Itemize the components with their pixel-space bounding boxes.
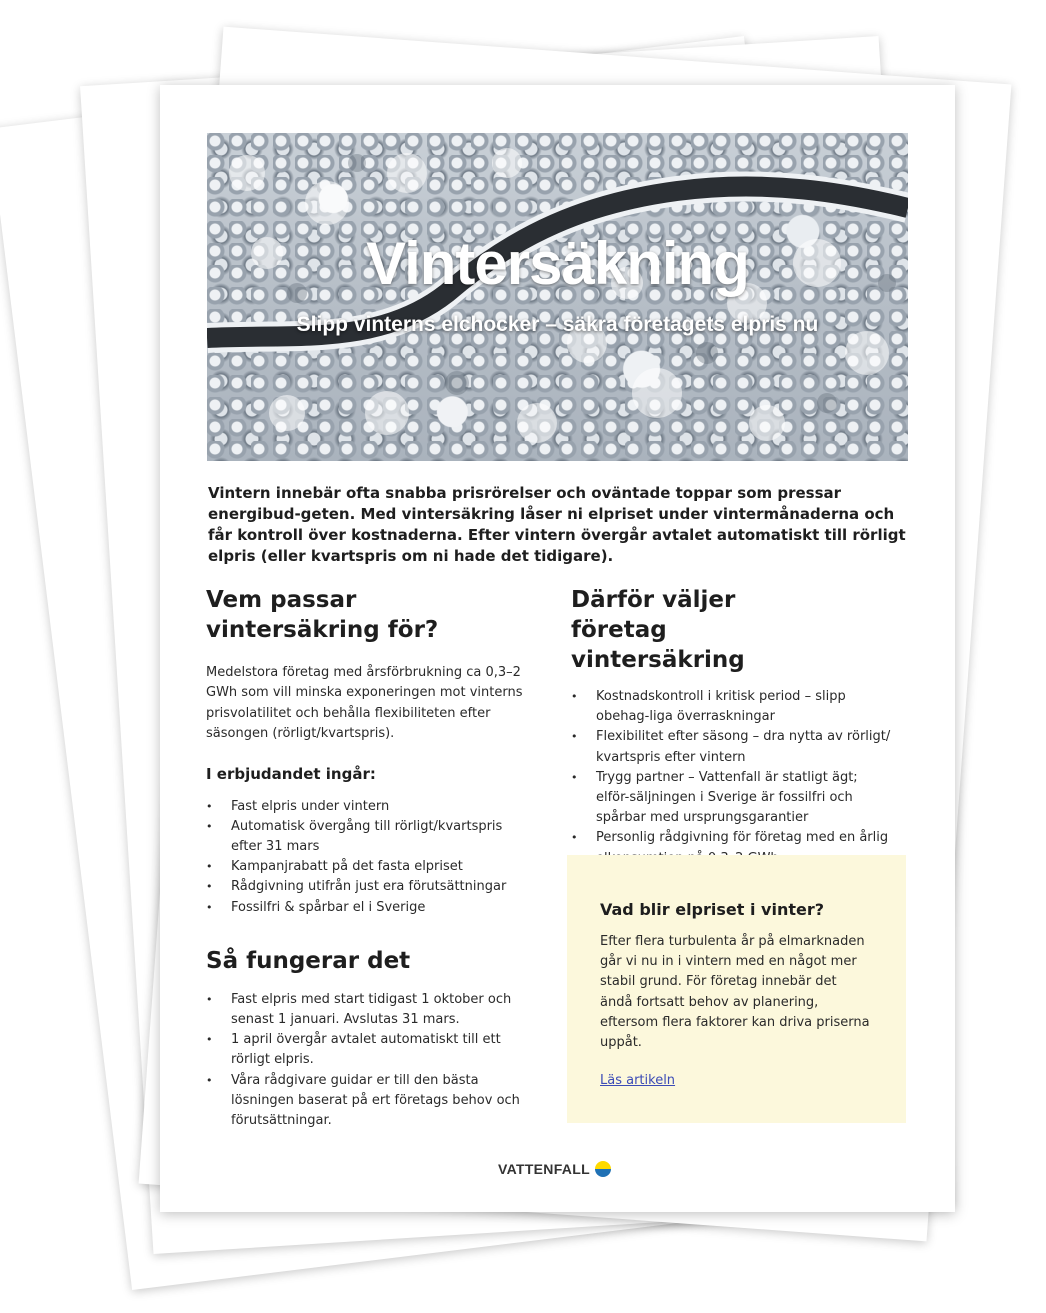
hero-banner xyxy=(207,133,908,461)
logo-wordmark: VATTENFALL xyxy=(498,1161,590,1177)
list-item: • Fast elpris under vintern xyxy=(206,797,536,817)
list-item: • Trygg partner – Vattenfall är statligt ägt; elför-säljningen i Sverige är fossilfri och spårbar med ursprungsgarantier xyxy=(571,768,893,829)
list-item: • Rådgivning utifrån just era förutsättningar xyxy=(206,877,536,897)
list-item: • Personlig rådgivning för företag med en årlig xyxy=(571,828,893,868)
list-item: • Kampanjrabatt på det fasta elpriset xyxy=(206,857,536,877)
list-item: • Fossilfri & spårbar el i Sverige xyxy=(206,898,536,918)
offer-subheading: I erbjudandet ingår: xyxy=(206,764,376,783)
section-heading-target: Vem passar vintersäkring för? xyxy=(206,587,439,643)
target-paragraph: Medelstora företag med årsförbrukning ca 0,3–2 GWh som vill minska exponeringen mot vinterns prisvolatilitet och behålla flexibiliteten efter säsongen (rörligt/kvartspris). xyxy=(206,665,523,742)
hero-title: Vintersäkning xyxy=(366,230,749,297)
flyer-page xyxy=(160,85,955,1212)
info-box-body: Efter flera turbulenta år på elmarknaden går vi nu in i vintern med en något mer stabil grund. För företag innebär det ändå fortsatt behov av planering, eftersom flera faktorer kan driva priserna uppåt. xyxy=(600,934,870,1051)
list-item: • Kostnadskontroll i kritisk period – slipp obehag-liga överraskningar xyxy=(571,687,893,727)
right-column xyxy=(571,585,906,869)
logo-circle-icon xyxy=(594,1160,612,1178)
list-item: • Fast elpris med start tidigast 1 oktober och senast 1 januari. Avslutas 31 mars. xyxy=(206,990,536,1030)
offer-list xyxy=(206,797,536,918)
section-heading-why: Därför väljer företag vintersäkring xyxy=(571,587,745,673)
info-box xyxy=(567,855,906,1123)
intro-paragraph: Vintern innebär ofta snabba prisrörelser och oväntade toppar som pressar energibud-geten. Med vintersäkring låser ni elpriset under vintermånaderna och får kontroll över kostnaderna. Efter vintern övergår avtalet automatiskt till rörligt elpris (eller kvartspris om ni hade det tidigare). xyxy=(208,484,906,565)
list-item: • Flexibilitet efter säsong – dra nytta av rörligt/ kvartspris efter vintern xyxy=(571,727,893,767)
list-item: • 1 april övergår avtalet automatiskt till ett rörligt elpris. xyxy=(206,1030,536,1070)
vattenfall-logo xyxy=(498,1160,612,1178)
how-list xyxy=(206,990,536,1131)
reasons-list xyxy=(571,687,893,869)
list-item: • Automatisk övergång till rörligt/kvartspris efter 31 mars xyxy=(206,817,536,857)
section-heading-how: Så fungerar det xyxy=(206,947,411,974)
hero-subtitle: Slipp vinterns elchocker – säkra företagets elpris nu xyxy=(296,313,819,336)
info-box-heading: Vad blir elpriset i vinter? xyxy=(600,900,824,919)
list-item: • Våra rådgivare guidar er till den bästa lösningen baserat på ert företags behov och förutsättningar. xyxy=(206,1071,536,1132)
read-article-link[interactable]: Läs artikeln xyxy=(600,1073,676,1088)
left-column xyxy=(206,585,546,1131)
